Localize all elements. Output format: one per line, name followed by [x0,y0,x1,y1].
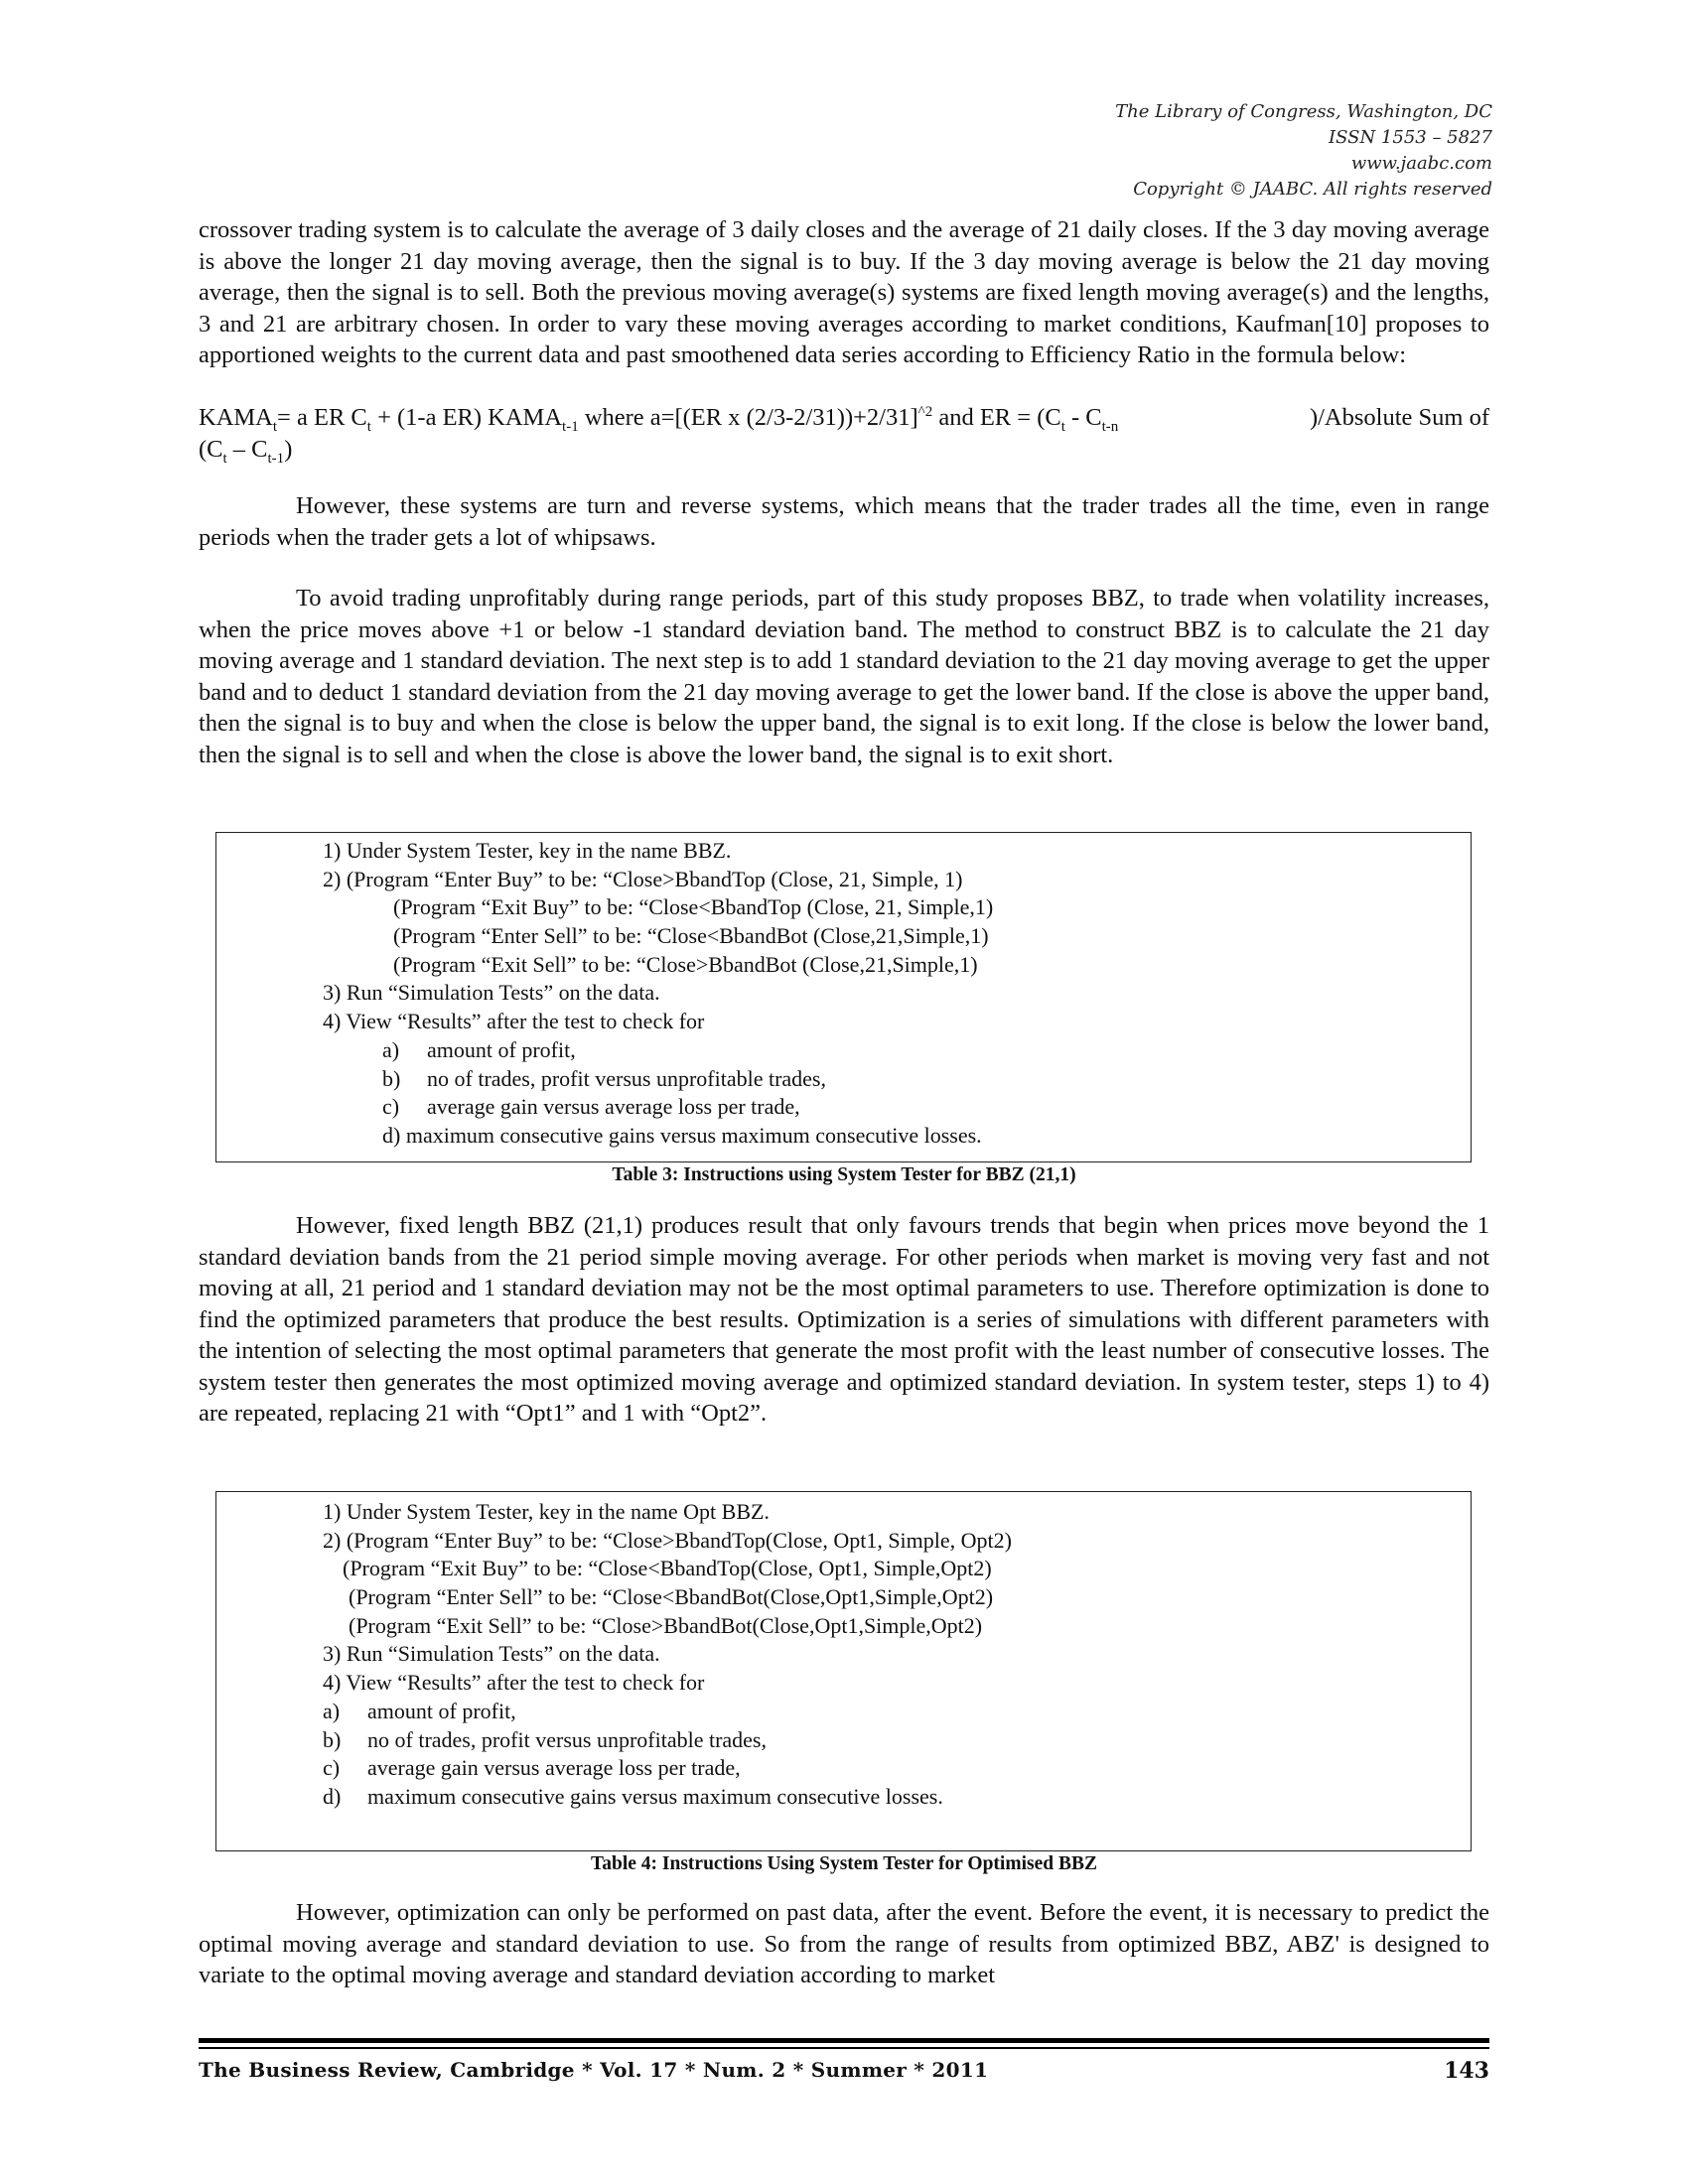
footer-journal: The Business Review, Cambridge * Vol. 17 * Num. 2 * Summer * 2011 [199,2058,989,2082]
t4-item-d [216,1783,1471,1812]
t4-item-a-text: amount of profit, [367,1698,516,1723]
paragraph-5: However, optimization can only be performed on past data, after the event. Before the event, it is necessary to predict the optimal moving average and standard deviation to use. So from the range of results from optimized BBZ, ABZ' is designed to variate to the optimal moving average and standard deviation according to market [199,1899,1489,1988]
t3-step-2c: (Program “Enter Sell” to be: “Close<BbandBot (Close,21,Simple,1) [393,923,989,949]
paragraph-2: However, these systems are turn and reverse systems, which means that the trader trades all the time, even in range periods when the trader gets a lot of whipsaws. [199,492,1489,551]
paragraph-1: crossover trading system is to calculate the average of 3 daily closes and the average of 21 daily closes. If the 3 day moving average is above the longer 21 day moving average, then the signal is to buy. If the 3 day moving average is below the 21 day moving average, then the signal is to sell. Both the previous moving average(s) systems are fixed length moving average(s) and the lengths, 3 and 21 are arbitrary chosen. In order to vary these moving averages according to market conditions, Kaufman[10] proposes to apportioned weights to the current data and past smoothened data series according to Efficiency Ratio in the formula below: [199,216,1489,368]
t4-item-c-text: average gain versus average loss per trade, [367,1755,741,1781]
t3-step-2: 2) (Program “Enter Buy” to be: “Close>BbandTop (Close, 21, Simple, 1) [323,866,963,891]
t3-item-b [216,1065,1471,1094]
paragraph-2-block [199,490,1489,553]
t3-step-3: 3) Run “Simulation Tests” on the data. [323,980,660,1006]
paragraph-4-block [199,1210,1489,1430]
paragraph-3-block [199,583,1489,770]
t3-step-1: 1) Under System Tester, key in the name BBZ. [323,838,732,863]
header-issn: ISSN 1553 – 5827 [1329,127,1492,148]
t4-item-a [216,1698,1471,1726]
formula-line-1: $KAMA_t= a$ ER $C_t + (1-a$ ER) $KAMA_{t-1}$ where a=[(ER x (2/3-2/31))+2/31]$^{\^{}2}$ and ER = ($C_t - C_{t-n}$ [199,403,1119,435]
t3-item-a-text: amount of profit, [427,1036,576,1062]
t3-step-4: 4) View “Results” after the test to check for [323,1009,705,1034]
t4-item-c [216,1754,1471,1783]
table-3-box [215,832,1472,1162]
t3-item-d: d) maximum consecutive gains versus maximum consecutive losses. [382,1122,982,1148]
table-4-box [215,1491,1472,1851]
footer-rule-thin [199,2047,1489,2049]
header-library: The Library of Congress, Washington, DC [1115,101,1492,122]
formula-line-2: $(C_t - C_{t-1})$ [199,435,293,467]
t3-item-a [216,1036,1471,1065]
paragraph-4: However, fixed length BBZ (21,1) produces result that only favours trends that begin when prices move beyond the 1 standard deviation bands from the 21 period simple moving average. For other periods when market is moving very fast and not moving at all, 21 period and 1 standard deviation may not be the most optimal parameters to use. Therefore optimization is done to find the optimized parameters that produce the best results. Optimization is a series of simulations with different parameters with the intention of selecting the most optimal parameters that generate the most profit with the least number of consecutive losses. The system tester then generates the most optimized moving average and optimized standard deviation. In system tester, steps 1) to 4) are repeated, replacing 21 with “Opt1” and 1 with “Opt2”. [199,1212,1489,1427]
running-header [1115,99,1492,203]
t4-step-2b: (Program “Exit Buy” to be: “Close<BbandTop(Close, Opt1, Simple,Opt2) [343,1556,992,1581]
formula-line-1-end: )/Absolute Sum of [1309,404,1489,431]
header-url[interactable]: www.jaabc.com [1350,153,1492,174]
table-4-caption: Table 4: Instructions Using System Tester for Optimised BBZ [591,1853,1097,1874]
t3-step-2d: (Program “Exit Sell” to be: “Close>BbandBot (Close,21,Simple,1) [393,951,978,977]
t4-step-2d: (Program “Exit Sell” to be: “Close>BbandBot(Close,Opt1,Simple,Opt2) [349,1612,983,1638]
t3-item-b-marker: b) [382,1065,401,1091]
t3-item-c-text: average gain versus average loss per trade, [427,1094,800,1120]
kama-formula [199,402,1489,465]
t4-step-2: 2) (Program “Enter Buy” to be: “Close>BbandTop(Close, Opt1, Simple, Opt2) [323,1527,1012,1553]
t4-step-1: 1) Under System Tester, key in the name Opt BBZ. [323,1499,770,1524]
t4-item-c-marker: c) [323,1755,341,1781]
header-copyright: Copyright © JAABC. All rights reserved [1133,179,1492,200]
t3-item-c [216,1093,1471,1122]
t4-item-a-marker: a) [323,1698,341,1723]
paragraph-5-block [199,1897,1489,1991]
paragraph-1-block [199,214,1489,371]
footer-rule-thick [199,2038,1489,2043]
t4-item-b [216,1726,1471,1755]
t4-item-d-text: maximum consecutive gains versus maximum consecutive losses. [367,1783,943,1809]
t4-item-b-text: no of trades, profit versus unprofitable trades, [367,1726,767,1752]
table-3-caption: Table 3: Instructions using System Tester for BBZ (21,1) [612,1164,1076,1185]
t4-step-3: 3) Run “Simulation Tests” on the data. [323,1641,660,1667]
t4-step-4: 4) View “Results” after the test to check for [323,1670,705,1696]
t3-item-a-marker: a) [382,1036,400,1062]
page-number: 143 [1444,2058,1489,2084]
t4-item-b-marker: b) [323,1726,342,1752]
paragraph-3: To avoid trading unprofitably during range periods, part of this study proposes BBZ, to trade when volatility increases, when the price moves above +1 or below -1 standard deviation band. The method to construct BBZ is to calculate the 21 day moving average and 1 standard deviation. The next step is to add 1 standard deviation to the 21 day moving average to get the upper band and to deduct 1 standard deviation from the 21 day moving average to get the lower band. If the close is above the upper band, then the signal is to buy and when the close is below the upper band, the signal is to exit long. If the close is below the lower band, then the signal is to sell and when the close is above the lower band, the signal is to exit short. [199,585,1489,768]
t3-step-2b: (Program “Exit Buy” to be: “Close<BbandTop (Close, 21, Simple,1) [393,894,994,920]
t4-item-d-marker: d) [323,1783,342,1809]
t4-step-2c: (Program “Enter Sell” to be: “Close<BbandBot(Close,Opt1,Simple,Opt2) [349,1584,994,1610]
t3-item-c-marker: c) [382,1094,400,1120]
t3-item-b-text: no of trades, profit versus unprofitable trades, [427,1065,826,1091]
